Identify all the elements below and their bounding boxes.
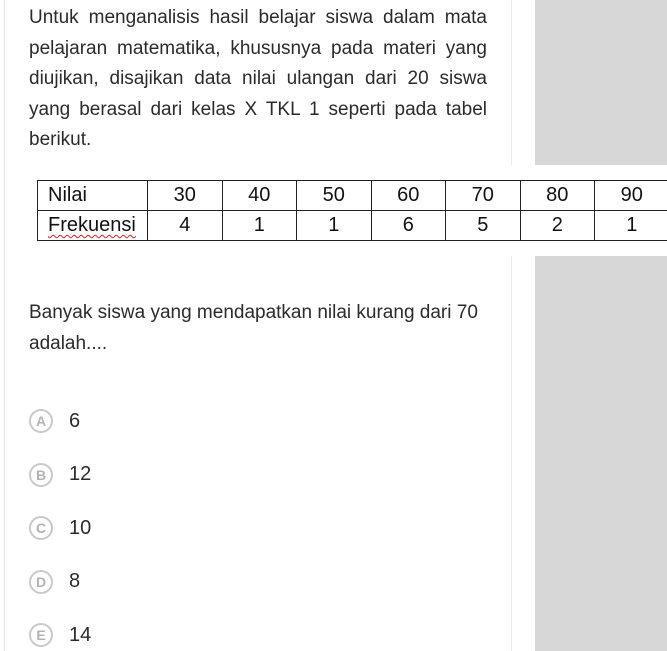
table-row-nilai — [38, 181, 667, 211]
frekuensi-cell: 6 — [371, 211, 446, 241]
score-frequency-table — [37, 180, 667, 241]
frekuensi-cell: 4 — [148, 211, 223, 241]
option-text-a: 6 — [69, 409, 81, 432]
left-border-line — [4, 0, 5, 651]
divider-line-bottom — [511, 256, 512, 651]
option-d[interactable] — [29, 565, 329, 599]
option-letter-a: A — [29, 409, 53, 433]
row-header-frekuensi — [38, 211, 148, 241]
option-letter-c: C — [29, 516, 53, 540]
nilai-cell: 70 — [446, 181, 521, 211]
divider-line-top — [511, 0, 512, 165]
nilai-cell: 60 — [371, 181, 446, 211]
frekuensi-label: Frekuensi — [48, 214, 136, 236]
option-text-c: 10 — [69, 516, 92, 539]
frekuensi-cell: 1 — [297, 211, 372, 241]
option-text-e: 14 — [69, 623, 92, 646]
table-row-frekuensi — [38, 211, 667, 241]
nilai-cell: 80 — [520, 181, 595, 211]
frekuensi-cell: 5 — [446, 211, 521, 241]
option-b[interactable] — [29, 458, 329, 492]
option-c[interactable] — [29, 511, 329, 545]
data-table-container — [37, 180, 667, 241]
frekuensi-cell: 1 — [222, 211, 297, 241]
side-panel-top — [535, 0, 667, 165]
option-letter-d: D — [29, 570, 53, 594]
nilai-cell: 40 — [222, 181, 297, 211]
option-e[interactable] — [29, 618, 329, 651]
option-text-d: 8 — [69, 570, 81, 592]
option-letter-e: E — [29, 623, 53, 647]
row-header-nilai: Nilai — [38, 181, 148, 211]
option-text-b: 12 — [69, 463, 92, 485]
frekuensi-cell: 2 — [520, 211, 595, 241]
nilai-cell: 50 — [297, 181, 372, 211]
side-panel-bottom — [535, 256, 667, 651]
nilai-cell: 30 — [148, 181, 223, 211]
answer-options — [29, 404, 329, 651]
option-letter-b: B — [29, 463, 53, 487]
question-intro: Untuk menganalisis hasil belajar siswa dalam mata pelajaran matematika, khususnya pada materi yang diujikan, disajikan data nilai ulangan dari 20 siswa yang berasal dari kelas X TKL 1 seperti pada tabel berikut. — [29, 7, 487, 150]
frekuensi-cell: 1 — [595, 211, 667, 241]
question-prompt: Banyak siswa yang mendapatkan nilai kurang dari 70 adalah.... — [29, 302, 478, 354]
nilai-cell: 90 — [595, 181, 667, 211]
option-a[interactable] — [29, 404, 329, 438]
